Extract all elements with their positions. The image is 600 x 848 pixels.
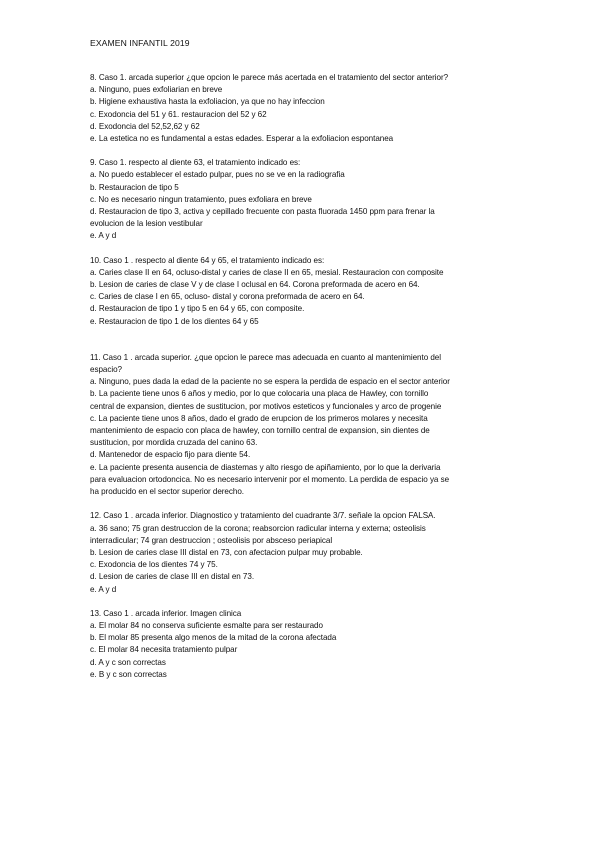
question-12-option-a-continued: interradicular; 74 gran destruccion ; osteolisis por absceso periapical bbox=[90, 535, 333, 545]
question-12-option-c: c. Exodoncia de los dientes 74 y 75. bbox=[90, 560, 218, 570]
question-10 bbox=[90, 255, 520, 328]
question-11-option-e-continued-2: ha producido en el sector superior derecho. bbox=[90, 487, 244, 497]
question-11-option-c: c. La paciente tiene unos 8 años, dado el grado de erupcion de los primeros molares y necesita bbox=[90, 413, 428, 423]
question-13-stem: 13. Caso 1 . arcada inferior. Imagen clinica bbox=[90, 608, 242, 618]
question-9-option-e: e. A y d bbox=[90, 231, 117, 241]
question-12-option-a: a. 36 sano; 75 gran destruccion de la corona; reabsorcion radicular interna y externa; osteolisis bbox=[90, 523, 426, 533]
question-9-stem: 9. Caso 1. respecto al diente 63, el tratamiento indicado es: bbox=[90, 158, 301, 168]
question-11-option-e: e. La paciente presenta ausencia de diastemas y alto riesgo de apiñamiento, por lo que la derivaria bbox=[90, 462, 441, 472]
question-9-option-b: b. Restauracion de tipo 5 bbox=[90, 182, 179, 192]
question-9-option-a: a. No puedo establecer el estado pulpar, pues no se ve en la radiografia bbox=[90, 170, 345, 180]
question-13-option-d: d. A y c son correctas bbox=[90, 657, 166, 667]
question-10-option-a: a. Caries clase II en 64, ocluso-distal y caries de clase II en 65, mesial. Restauracion con composite bbox=[90, 267, 444, 277]
question-9 bbox=[90, 157, 520, 242]
question-10-option-b: b. Lesion de caries de clase V y de clase I oclusal en 64. Corona preformada de acero en 64. bbox=[90, 280, 420, 290]
question-9-option-c: c. No es necesario ningun tratamiento, pues exfoliara en breve bbox=[90, 194, 312, 204]
question-10-option-e: e. Restauracion de tipo 1 de los dientes 64 y 65 bbox=[90, 316, 259, 326]
question-13 bbox=[90, 608, 520, 681]
question-8-option-b: b. Higiene exhaustiva hasta la exfoliacion, ya que no hay infeccion bbox=[90, 97, 325, 107]
question-12-option-e: e. A y d bbox=[90, 584, 117, 594]
question-11-stem: 11. Caso 1 . arcada superior. ¿que opcion le parece mas adecuada en cuanto al mantenimiento del bbox=[90, 352, 441, 362]
question-11-option-c-continued: mantenimiento de espacio con placa de hawley, con tornillo central de expansion, sin dientes de bbox=[90, 426, 430, 436]
question-9-option-d: d. Restauracion de tipo 3, activa y cepillado frecuente con pasta fluorada 1450 ppm para frenar la bbox=[90, 207, 435, 217]
question-9-option-d-continued: evolucion de la lesion vestibular bbox=[90, 219, 203, 229]
question-8-option-e: e. La estetica no es fundamental a estas edades. Esperar a la exfoliacion espontanea bbox=[90, 134, 394, 144]
question-13-option-c: c. El molar 84 necesita tratamiento pulpar bbox=[90, 645, 238, 655]
question-8-option-d: d. Exodoncia del 52,52,62 y 62 bbox=[90, 121, 200, 131]
question-8-option-c: c. Exodoncia del 51 y 61. restauracion del 52 y 62 bbox=[90, 109, 267, 119]
question-10-stem: 10. Caso 1 . respecto al diente 64 y 65, el tratamiento indicado es: bbox=[90, 255, 325, 265]
question-12-option-d: d. Lesion de caries de clase III en distal en 73. bbox=[90, 572, 255, 582]
question-8 bbox=[90, 72, 520, 145]
question-10-option-d: d. Restauracion de tipo 1 y tipo 5 en 64 y 65, con composite. bbox=[90, 304, 305, 314]
question-8-option-a: a. Ninguno, pues exfoliarian en breve bbox=[90, 85, 223, 95]
question-13-option-b: b. El molar 85 presenta algo menos de la mitad de la corona afectada bbox=[90, 633, 337, 643]
question-11-option-d: d. Mantenedor de espacio fijo para diente 54. bbox=[90, 450, 251, 460]
question-11-option-b: b. La paciente tiene unos 6 años y medio, por lo que colocaria una placa de Hawley, con tornillo bbox=[90, 389, 429, 399]
page-header: EXAMEN INFANTIL 2019 bbox=[90, 38, 190, 48]
question-8-stem: 8. Caso 1. arcada superior ¿que opcion le parece más acertada en el tratamiento del sector anterior? bbox=[90, 73, 449, 82]
question-12-option-b: b. Lesion de caries clase III distal en 73, con afectacion pulpar muy probable. bbox=[90, 547, 363, 557]
question-list bbox=[90, 72, 520, 681]
question-11-option-e-continued: para evaluacion ortodoncica. No es necesario intervenir por el momento. La perdida de espacio ya se bbox=[90, 474, 450, 484]
question-10-option-c: c. Caries de clase I en 65, ocluso- distal y corona preformada de acero en 64. bbox=[90, 292, 365, 302]
question-11-option-c-continued-2: sustitucion, por mordida cruzada del canino 63. bbox=[90, 438, 258, 448]
question-11 bbox=[90, 352, 520, 498]
question-13-option-a: a. El molar 84 no conserva suficiente esmalte para ser restaurado bbox=[90, 620, 323, 630]
question-12-stem: 12. Caso 1 . arcada inferior. Diagnostico y tratamiento del cuadrante 3/7. señale la opcion FALSA. bbox=[90, 511, 436, 521]
question-11-stem-continued: espacio? bbox=[90, 365, 122, 375]
question-12 bbox=[90, 510, 520, 595]
question-13-option-e: e. B y c son correctas bbox=[90, 669, 167, 679]
question-11-option-b-continued: central de expansion, dientes de sustitucion, por motivos esteticos y funcionales y arco de progenie bbox=[90, 401, 442, 411]
question-11-option-a: a. Ninguno, pues dada la edad de la paciente no se espera la perdida de espacio en el sector anterior bbox=[90, 377, 450, 387]
